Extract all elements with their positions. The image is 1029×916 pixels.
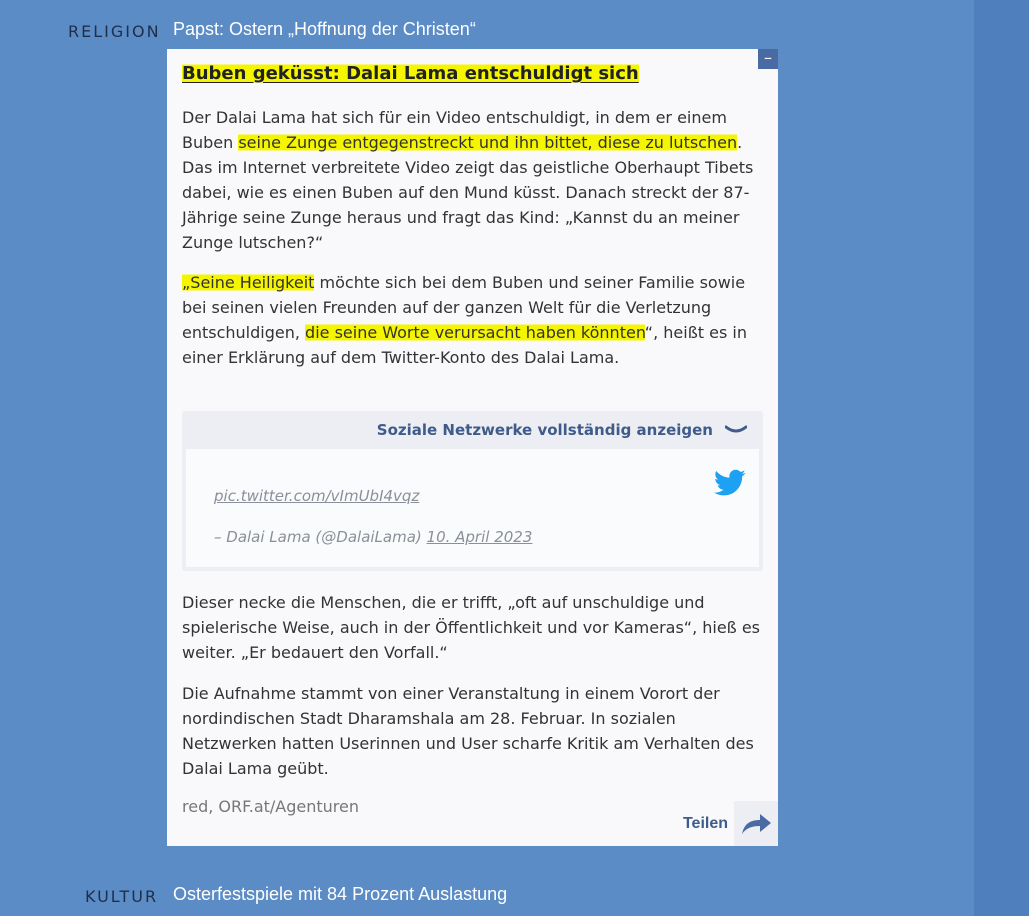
social-toggle-label: Soziale Netzwerke vollständig anzeigen <box>376 421 713 439</box>
paragraph-2-highlight-1: „Seine Heiligkeit <box>182 273 315 292</box>
twitter-bird-icon[interactable] <box>714 469 746 497</box>
article-headline <box>182 61 639 87</box>
article-card <box>167 49 778 846</box>
paragraph-3: Dieser necke die Menschen, die er trifft, „oft auf unschuldige und spielerische Weise, auch in der Öffentlichkeit und vor Kameras“, hieß es weiter. „Er bedauert den Vorfall.“ <box>182 593 761 662</box>
paragraph-2-text-b: “, heißt es in einer Erklärung auf dem Twitter-Konto des Dalai Lama. <box>182 323 747 367</box>
tweet-attribution <box>214 528 532 546</box>
paragraph-1-text-a: Der Dalai Lama hat sich für ein Video entschuldigt, in dem er einem Buben <box>182 108 727 152</box>
paragraph-2-text-a: möchte sich bei dem Buben und seiner Familie sowie bei seinen vielen Freunden auf der ganzen Welt für die Verletzung entschuldigen, <box>182 273 746 342</box>
section-label-religion: RELIGION <box>68 22 161 41</box>
chevron-down-icon <box>725 424 747 436</box>
share-label: Teilen <box>682 814 728 832</box>
collapse-button[interactable]: – <box>758 49 778 69</box>
share-arrow-icon <box>740 812 772 836</box>
paragraph-1-text-b: . Das im Internet verbreitete Video zeigt das geistliche Oberhaupt Tibets dabei, wie es einen Buben auf den Mund küsst. Danach streckt der 87-Jährige seine Zunge heraus und fragt das Kind: „Kannst du an meiner Zunge lutschen?“ <box>182 133 754 252</box>
headline-link-kultur[interactable]: Osterfestspiele mit 84 Prozent Auslastung <box>173 884 508 904</box>
tweet-date-link[interactable]: 10. April 2023 <box>426 528 533 546</box>
paragraph-1 <box>182 105 766 255</box>
social-toggle-button[interactable] <box>182 411 763 449</box>
headline-text: Buben geküsst: Dalai Lama entschuldigt sich <box>182 63 639 84</box>
share-button[interactable] <box>683 801 778 846</box>
paragraph-1-highlight: seine Zunge entgegenstreckt und ihn bittet, diese zu lutschen <box>238 133 738 152</box>
share-icon-container <box>734 801 778 846</box>
paragraph-4: Die Aufnahme stammt von einer Veranstaltung in einem Vorort der nordindischen Stadt Dharamshala am 28. Februar. In sozialen Netzwerken hatten Userinnen und User scharfe Kritik am Verhalten des Dalai Lama geübt. <box>182 684 754 778</box>
article-source: red, ORF.at/Agenturen <box>182 797 360 816</box>
tweet-embed <box>186 449 759 567</box>
tweet-link[interactable]: pic.twitter.com/vImUbI4vqz <box>214 487 420 505</box>
paragraph-2-highlight-2: die seine Worte verursacht haben könnten <box>305 323 645 342</box>
right-sidebar-strip <box>974 0 1029 916</box>
paragraph-2 <box>182 270 766 370</box>
tweet-author: – Dalai Lama (@DalaiLama) <box>214 528 427 546</box>
section-label-kultur: KULTUR <box>85 887 159 906</box>
social-embed <box>182 411 763 571</box>
headline-link-religion[interactable]: Papst: Ostern „Hoffnung der Christen“ <box>173 19 476 39</box>
